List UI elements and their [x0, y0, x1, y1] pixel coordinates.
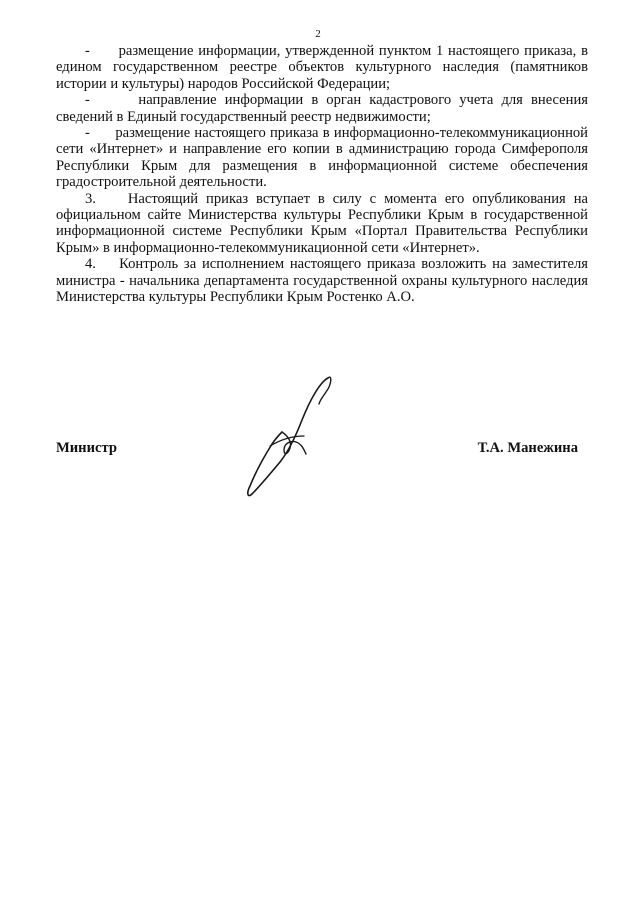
- handwritten-signature: [240, 370, 350, 500]
- document-body: [56, 43, 588, 306]
- list-item-internet: - размещение настоящего приказа в информационно-телекоммуникационной сети «Интернет» и направление его копии в администрацию города Симферополя Республики Крым для размещения в информационной системе обеспечения градостроительной деятельности.: [56, 125, 588, 191]
- list-item-registry: - размещение информации, утвержденной пунктом 1 настоящего приказа, в едином государственном реестре объектов культурного наследия (памятников истории и культуры) народов Российской Федерации;: [56, 43, 588, 92]
- clause-3-effective-date: 3. Настоящий приказ вступает в силу с момента его опубликования на официальном сайте Министерства культуры Республики Крым в государственной информационной системе Республики Крым «Портал Правительства Республики Крым» в информационно-телекоммуникационной сети «Интернет».: [56, 190, 588, 256]
- list-item-cadastre: - направление информации в орган кадастрового учета для внесения сведений в Единый государственный реестр недвижимости;: [56, 92, 588, 125]
- page-number: 2: [315, 28, 321, 40]
- signatory-title: Министр: [56, 440, 117, 456]
- signatory-name: Т.А. Манежина: [477, 440, 578, 456]
- clause-4-control: 4. Контроль за исполнением настоящего приказа возложить на заместителя министра - начальника департамента государственной охраны культурного наследия Министерства культуры Республики Крым Ростенко А.О.: [56, 256, 588, 306]
